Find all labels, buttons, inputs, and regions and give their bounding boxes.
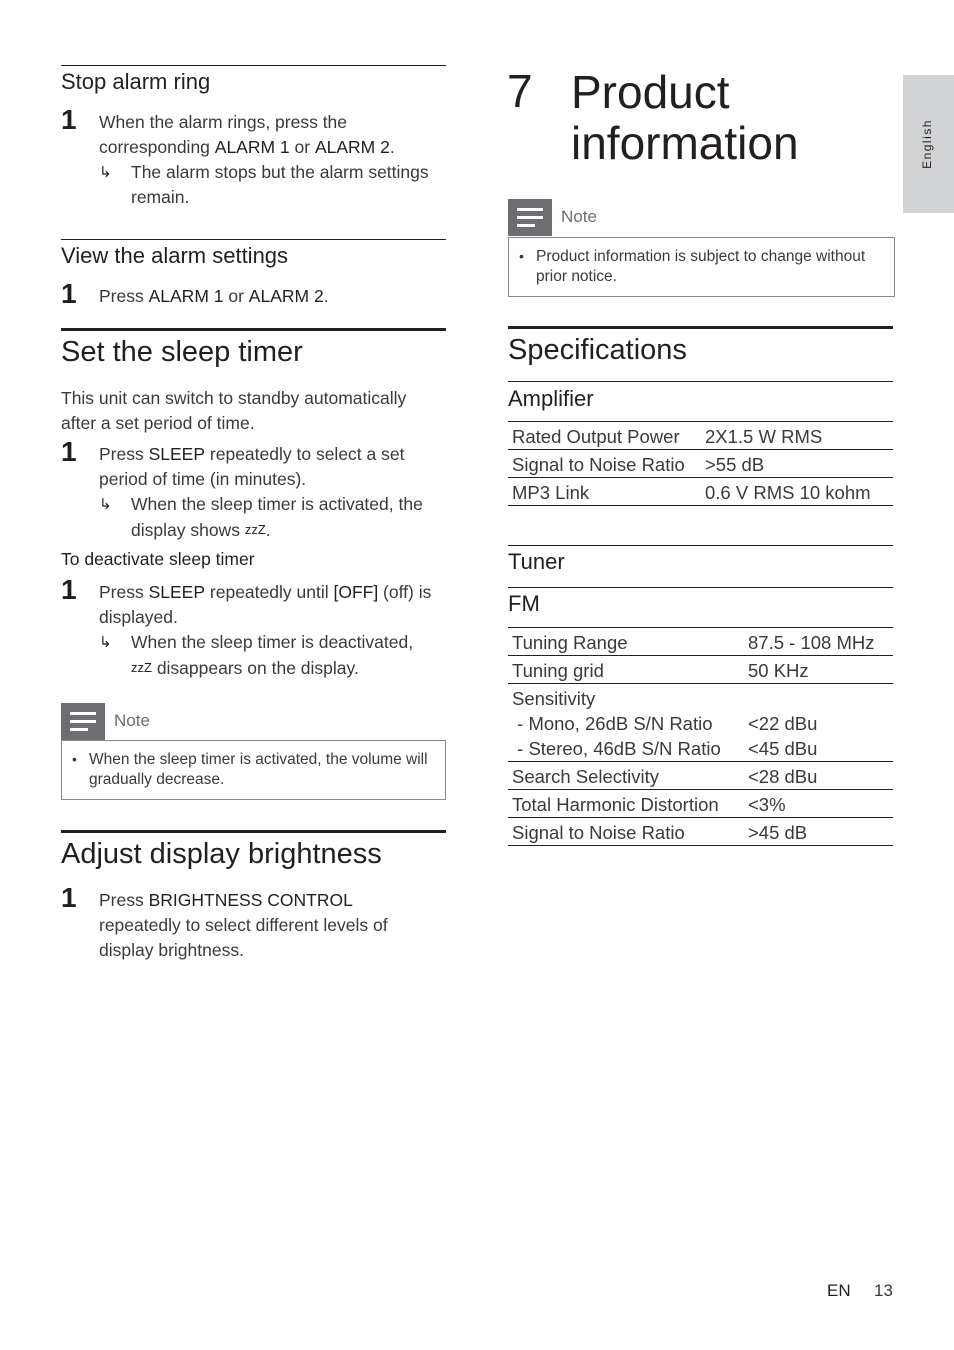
bullet: • — [72, 751, 77, 767]
table-row — [508, 762, 893, 790]
specifications-heading: Specifications — [508, 334, 687, 366]
section-divider — [508, 326, 893, 329]
step-number: 1 — [61, 104, 77, 135]
spec-value: 2X1.5 W RMS — [705, 426, 823, 447]
page-number: 13 — [874, 1281, 893, 1300]
view-alarm-step-text: Press ALARM 1 or ALARM 2. — [99, 286, 329, 306]
stop-alarm-step-text: When the alarm rings, press the corresponding ALARM 1 or ALARM 2. — [99, 112, 395, 157]
language-tab-label: English — [920, 119, 934, 169]
stop-alarm-result: The alarm stops but the alarm settings remain. — [131, 162, 429, 207]
section-divider — [61, 328, 446, 331]
spec-value: <3% — [748, 794, 786, 815]
step-number: 1 — [61, 436, 77, 467]
divider — [508, 545, 893, 546]
stop-alarm-heading: Stop alarm ring — [61, 69, 211, 94]
table-row — [508, 450, 893, 478]
spec-label: Tuning grid — [512, 660, 604, 681]
amplifier-table — [508, 421, 893, 506]
bullet: • — [519, 248, 524, 264]
sleep-intro: This unit can switch to standby automatically after a set period of time. — [61, 388, 407, 433]
table-row — [508, 656, 893, 684]
step-number: 1 — [61, 574, 77, 605]
brightness-heading: Adjust display brightness — [61, 838, 382, 870]
view-alarm-heading: View the alarm settings — [61, 243, 289, 268]
spec-value: 87.5 - 108 MHz — [748, 632, 875, 653]
spec-label: Search Selectivity — [512, 766, 660, 787]
note-icon — [61, 703, 105, 740]
spec-label: Signal to Noise Ratio — [512, 454, 685, 475]
divider — [61, 65, 446, 66]
spec-value: >45 dB — [748, 822, 808, 843]
spec-value: 50 KHz — [748, 660, 809, 681]
language-tab — [903, 75, 954, 213]
deactivate-sleep-label: To deactivate sleep timer — [61, 549, 255, 569]
footer-language: EN — [827, 1281, 851, 1300]
sleep-timer-heading: Set the sleep timer — [61, 336, 303, 368]
step-number: 1 — [61, 278, 77, 309]
step-number: 1 — [61, 882, 77, 913]
spec-value: <28 dBu — [748, 766, 818, 787]
note-label: Note — [114, 711, 150, 730]
spec-label: Rated Output Power — [512, 426, 680, 447]
sleep-step1-text: Press SLEEP repeatedly to select a set period of time (in minutes). — [99, 444, 405, 489]
table-row — [508, 790, 893, 818]
spec-label: Signal to Noise Ratio — [512, 822, 685, 843]
section-divider — [61, 830, 446, 833]
spec-label: Sensitivity - Mono, 26dB S/N Ratio - Stereo, 46dB S/N Ratio — [512, 688, 721, 759]
divider — [61, 239, 446, 240]
sleep-note-text: When the sleep timer is activated, the volume will gradually decrease. — [89, 751, 428, 788]
table-row — [508, 628, 893, 656]
result-arrow-icon: ↳ — [99, 634, 112, 651]
result-arrow-icon: ↳ — [99, 496, 112, 513]
table-row — [508, 818, 893, 846]
table-row — [508, 478, 893, 506]
sleep-step2-result: When the sleep timer is deactivated, zzZ disappears on the display. — [131, 632, 414, 678]
table-row — [508, 422, 893, 450]
divider — [508, 381, 893, 382]
tuner-heading: Tuner — [508, 549, 565, 574]
spec-label: Total Harmonic Distortion — [512, 794, 719, 815]
spec-value: <22 dBu <45 dBu — [748, 713, 818, 759]
note-icon — [508, 199, 552, 236]
sleep-step1-result: When the sleep timer is activated, the display shows zzZ. — [131, 494, 423, 540]
fm-heading: FM — [508, 591, 540, 616]
product-note-text: Product information is subject to change without prior notice. — [536, 248, 866, 285]
amplifier-heading: Amplifier — [508, 386, 594, 411]
fm-table — [508, 627, 893, 846]
chapter-number: 7 — [507, 65, 533, 117]
sleep-icon: zzZ — [131, 660, 152, 675]
sleep-icon: zzZ — [244, 522, 266, 537]
spec-label: Tuning Range — [512, 632, 628, 653]
result-arrow-icon: ↳ — [99, 164, 112, 181]
brightness-step-text: Press BRIGHTNESS CONTROL repeatedly to select different levels of display brightness. — [99, 890, 388, 960]
divider — [508, 587, 893, 588]
spec-value: >55 dB — [705, 454, 765, 475]
sleep-step2-text: Press SLEEP repeatedly until [OFF] (off) is displayed. — [99, 582, 432, 627]
note-label: Note — [561, 207, 597, 226]
table-row — [508, 684, 893, 762]
spec-label: MP3 Link — [512, 482, 590, 503]
chapter-title: Product information — [571, 66, 799, 169]
spec-value: 0.6 V RMS 10 kohm — [705, 482, 871, 503]
